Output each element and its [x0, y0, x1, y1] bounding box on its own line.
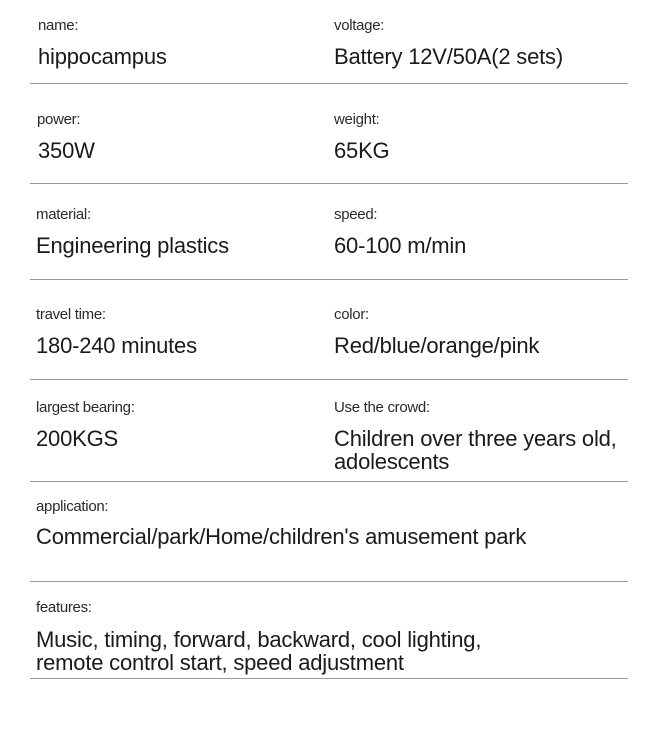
weight-label: weight:: [334, 111, 380, 128]
divider: [30, 481, 628, 482]
use-the-crowd-value: Children over three years old, adolescents: [334, 426, 617, 474]
name-label: name:: [38, 17, 79, 34]
divider: [30, 279, 628, 280]
material-value: Engineering plastics: [36, 233, 229, 258]
travel-time-label: travel time:: [36, 306, 106, 323]
speed-value: 60-100 m/min: [334, 233, 467, 258]
power-label: power:: [37, 111, 81, 128]
application-label: application:: [36, 498, 109, 515]
color-value: Red/blue/orange/pink: [334, 333, 540, 358]
travel-time-value: 180-240 minutes: [36, 333, 197, 358]
use-the-crowd-label: Use the crowd:: [334, 399, 430, 416]
divider: [30, 581, 628, 582]
divider: [30, 83, 628, 84]
voltage-value: Battery 12V/50A(2 sets): [334, 44, 563, 69]
material-label: material:: [36, 206, 91, 223]
features-value: Music, timing, forward, backward, cool lighting, remote control start, speed adjustment: [36, 627, 482, 675]
name-value: hippocampus: [38, 44, 167, 69]
power-value: 350W: [38, 138, 95, 163]
features-label: features:: [36, 599, 92, 616]
voltage-label: voltage:: [334, 17, 385, 34]
largest-bearing-label: largest bearing:: [36, 399, 135, 416]
speed-label: speed:: [334, 206, 378, 223]
application-value: Commercial/park/Home/children's amusement park: [36, 524, 527, 549]
divider: [30, 183, 628, 184]
weight-value: 65KG: [334, 138, 390, 163]
divider: [30, 379, 628, 380]
largest-bearing-value: 200KGS: [36, 426, 118, 451]
color-label: color:: [334, 306, 369, 323]
divider: [30, 678, 628, 679]
